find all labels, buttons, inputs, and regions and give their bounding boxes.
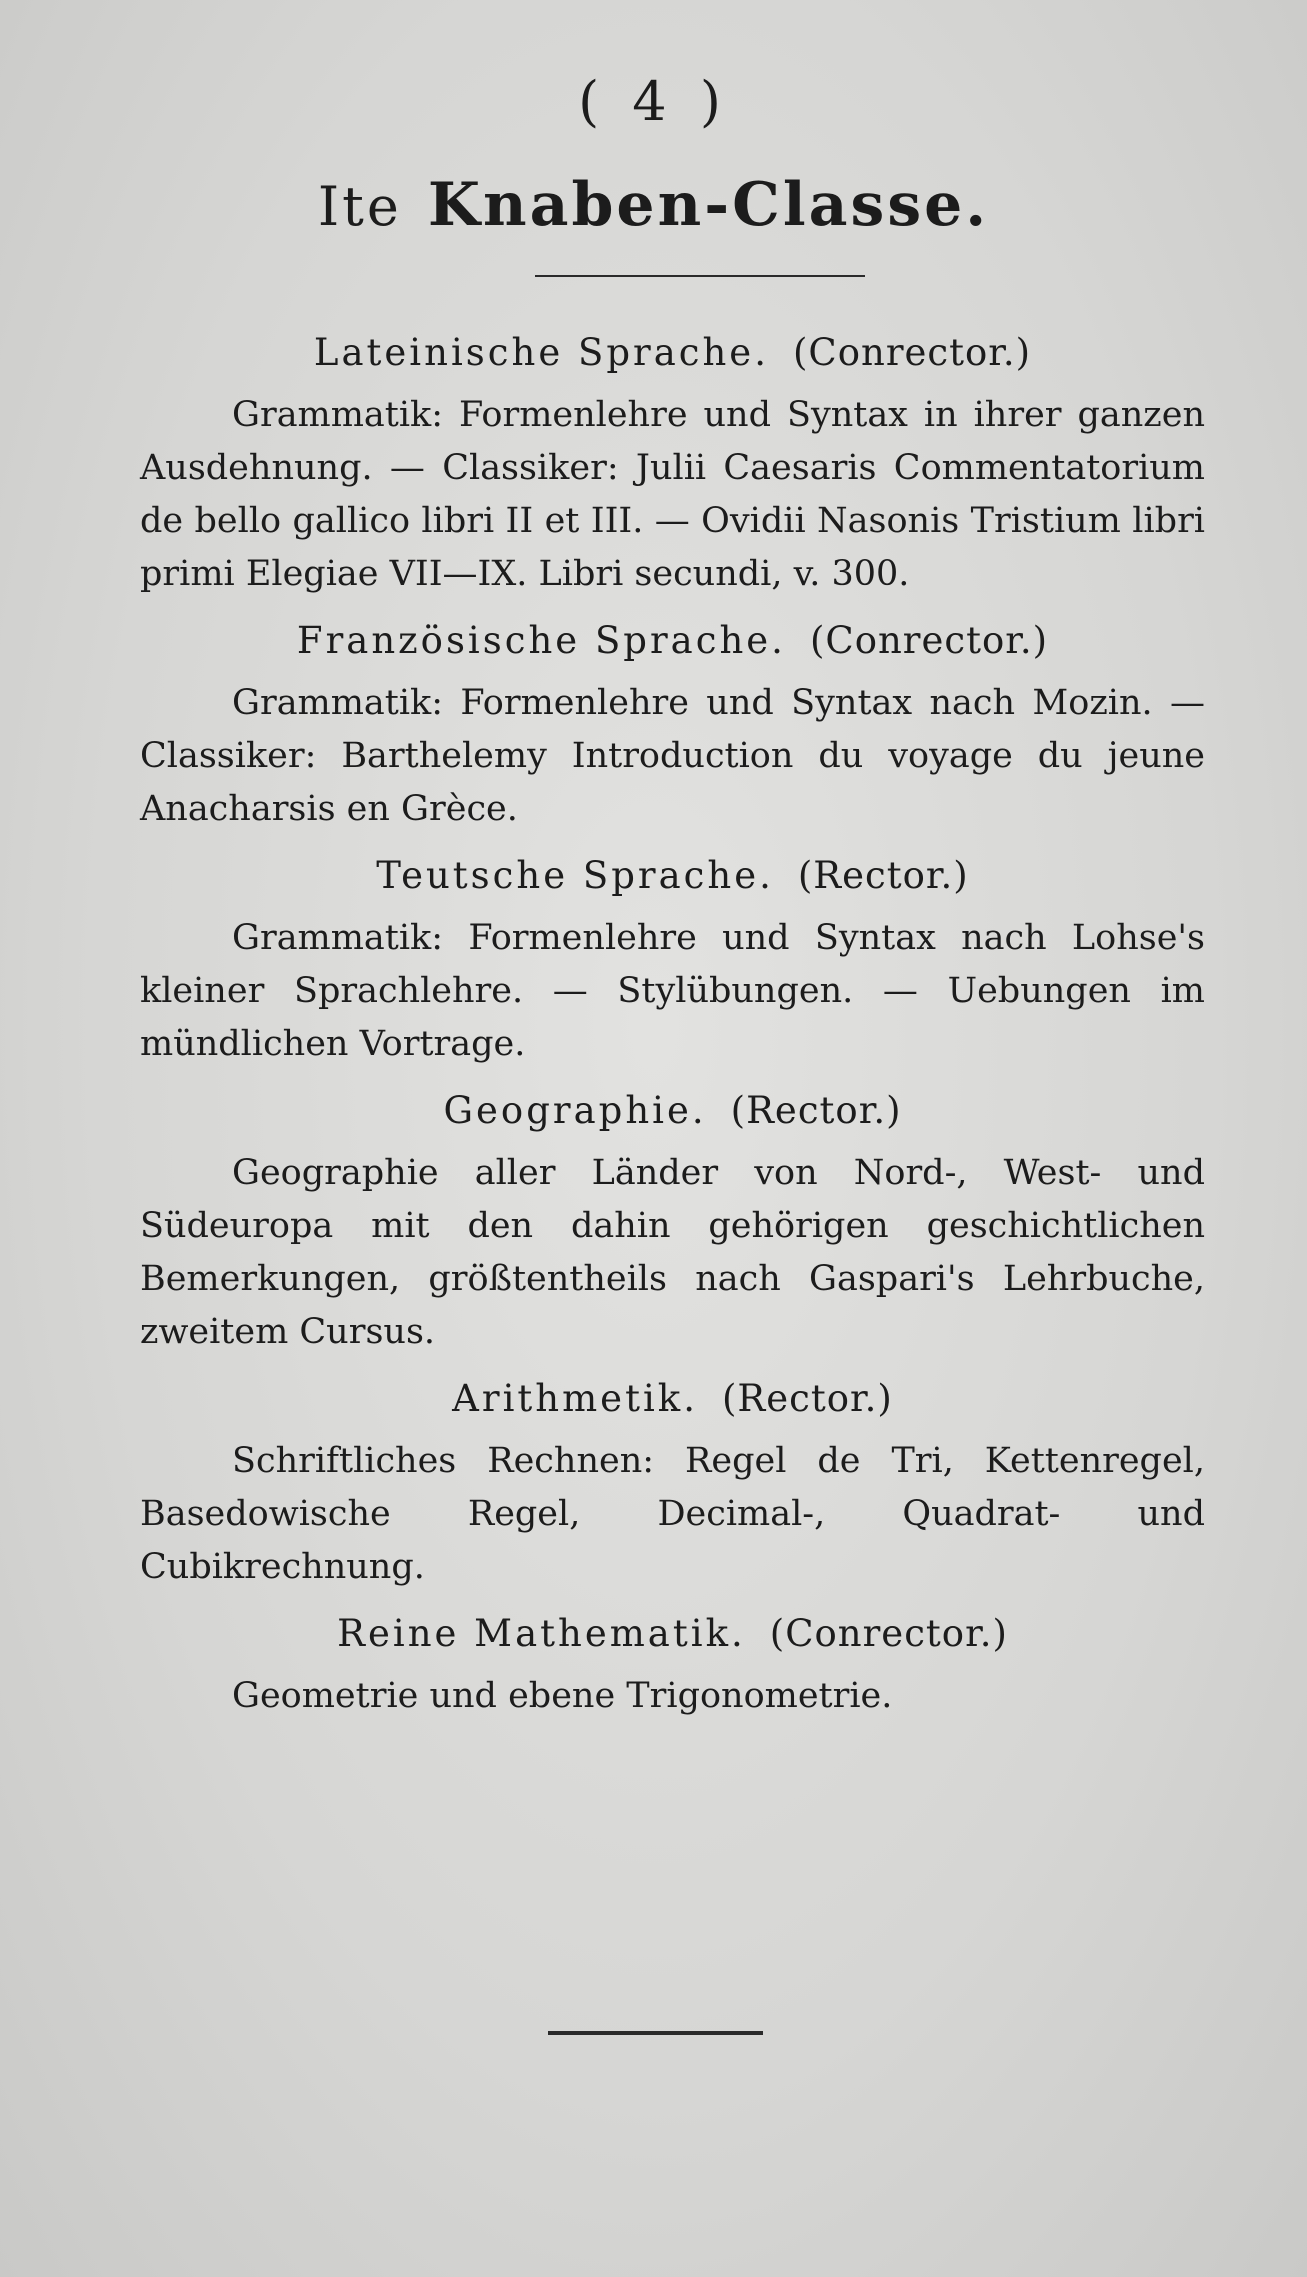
- end-divider: [548, 2031, 763, 2035]
- subject-description: Grammatik: Formenlehre und Syntax nach Lohse's kleiner Sprachlehre. — Stylübungen. — Uebungen im mündlichen Vortrage.: [140, 918, 1205, 1064]
- subject-description: Schriftliches Rechnen: Regel de Tri, Kettenregel, Basedowische Regel, Decimal-, Quadrat- und Cubikrechnung.: [140, 1441, 1205, 1587]
- subject-french: [140, 613, 1205, 836]
- subject-name: Teutsche Sprache.: [376, 854, 774, 897]
- subject-name: Französische Sprache.: [296, 619, 786, 662]
- page-title: [0, 170, 1307, 240]
- subject-teacher: (Rector.): [797, 854, 969, 897]
- subject-heading: [140, 1606, 1205, 1662]
- subject-teacher: (Rector.): [721, 1377, 893, 1420]
- subject-teacher: (Rector.): [730, 1089, 902, 1132]
- class-ordinal: Ite: [317, 175, 402, 238]
- title-divider: [535, 275, 865, 277]
- subject-heading: [140, 325, 1205, 381]
- subject-teacher: (Conrector.): [769, 1612, 1008, 1655]
- subject-heading: [140, 848, 1205, 904]
- subject-heading: [140, 613, 1205, 669]
- subject-description: Geometrie und ebene Trigonometrie.: [232, 1676, 893, 1716]
- subject-mathematics: [140, 1606, 1205, 1723]
- subject-geography: [140, 1083, 1205, 1359]
- subject-teacher: (Conrector.): [809, 619, 1049, 662]
- subject-name: Geographie.: [443, 1089, 707, 1132]
- subject-name: Lateinische Sprache.: [313, 331, 769, 374]
- subject-heading: [140, 1083, 1205, 1139]
- subject-description: Grammatik: Formenlehre und Syntax nach Mozin. — Classiker: Barthelemy Introduction du voyage du jeune Anacharsis en Grèce.: [140, 683, 1205, 829]
- subject-name: Reine Mathematik.: [337, 1612, 746, 1655]
- subject-teacher: (Conrector.): [792, 331, 1032, 374]
- subject-heading: [140, 1371, 1205, 1427]
- class-title-text: Knaben-Classe.: [427, 170, 990, 240]
- page-number: ( 4 ): [578, 70, 729, 133]
- subject-arithmetic: [140, 1371, 1205, 1594]
- subject-german: [140, 848, 1205, 1071]
- subject-latin: [140, 325, 1205, 601]
- subject-name: Arithmetik.: [452, 1377, 698, 1420]
- subject-description: Geographie aller Länder von Nord-, West- und Südeuropa mit den dahin gehörigen geschichtlichen Bemerkungen, größtentheils nach Gaspari's Lehrbuche, zweitem Cursus.: [140, 1153, 1205, 1352]
- subject-description: Grammatik: Formenlehre und Syntax in ihrer ganzen Ausdehnung. — Classiker: Julii Caesaris Commentatorium de bello gallico libri II et III. — Ovidii Nasonis Tristium libri primi Elegiae VII—IX. Libri secundi, v. 300.: [140, 395, 1205, 594]
- subject-list: [140, 325, 1205, 1735]
